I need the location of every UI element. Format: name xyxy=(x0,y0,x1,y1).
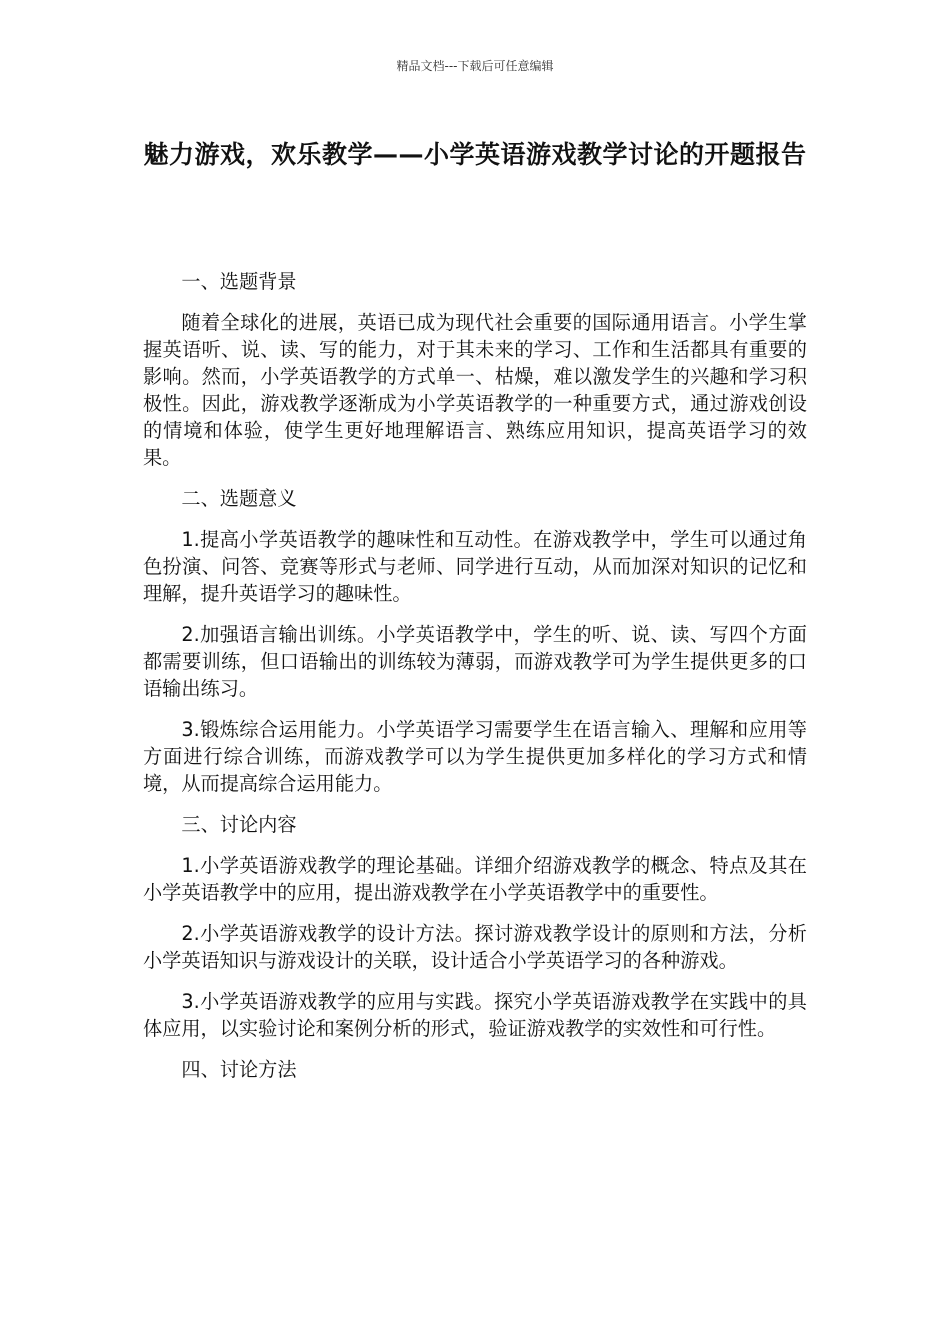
paragraph-significance-1: 1.提高小学英语教学的趣味性和互动性。在游戏教学中，学生可以通过角色扮演、问答、竞赛等形式与老师、同学进行互动，从而加深对知识的记忆和理解，提升英语学习的趣味性。 xyxy=(143,528,807,605)
section-heading-background: 一、选题背景 xyxy=(181,270,297,293)
section-heading-content: 三、讨论内容 xyxy=(181,813,297,836)
paragraph-content-3: 3.小学英语游戏教学的应用与实践。探究小学英语游戏教学在实践中的具体应用，以实验讨论和案例分析的形式，验证游戏教学的实效性和可行性。 xyxy=(143,990,807,1040)
paragraph-content-2: 2.小学英语游戏教学的设计方法。探讨游戏教学设计的原则和方法，分析小学英语知识与游戏设计的关联，设计适合小学英语学习的各种游戏。 xyxy=(143,922,807,972)
section-heading-method: 四、讨论方法 xyxy=(181,1058,297,1081)
document-body xyxy=(143,268,807,1097)
paragraph-background: 随着全球化的进展，英语已成为现代社会重要的国际通用语言。小学生掌握英语听、说、读、写的能力，对于其未来的学习、工作和生活都具有重要的影响。然而，小学英语教学的方式单一、枯燥，难以激发学生的兴趣和学习积极性。因此，游戏教学逐渐成为小学英语教学的一种重要方式，通过游戏创设的情境和体验，使学生更好地理解语言、熟练应用知识，提高英语学习的效果。 xyxy=(143,311,807,469)
header-note: 精品文档---下载后可任意编辑 xyxy=(396,59,554,73)
paragraph-content-1: 1.小学英语游戏教学的理论基础。详细介绍游戏教学的概念、特点及其在小学英语教学中的应用，提出游戏教学在小学英语教学中的重要性。 xyxy=(143,854,807,904)
section-heading-significance: 二、选题意义 xyxy=(181,487,297,510)
paragraph-significance-2: 2.加强语言输出训练。小学英语教学中，学生的听、说、读、写四个方面都需要训练，但口语输出的训练较为薄弱，而游戏教学可为学生提供更多的口语输出练习。 xyxy=(143,623,807,700)
document-title: 魅力游戏，欢乐教学——小学英语游戏教学讨论的开题报告 xyxy=(143,140,807,169)
paragraph-significance-3: 3.锻炼综合运用能力。小学英语学习需要学生在语言输入、理解和应用等方面进行综合训练，而游戏教学可以为学生提供更加多样化的学习方式和情境，从而提高综合运用能力。 xyxy=(143,718,807,795)
